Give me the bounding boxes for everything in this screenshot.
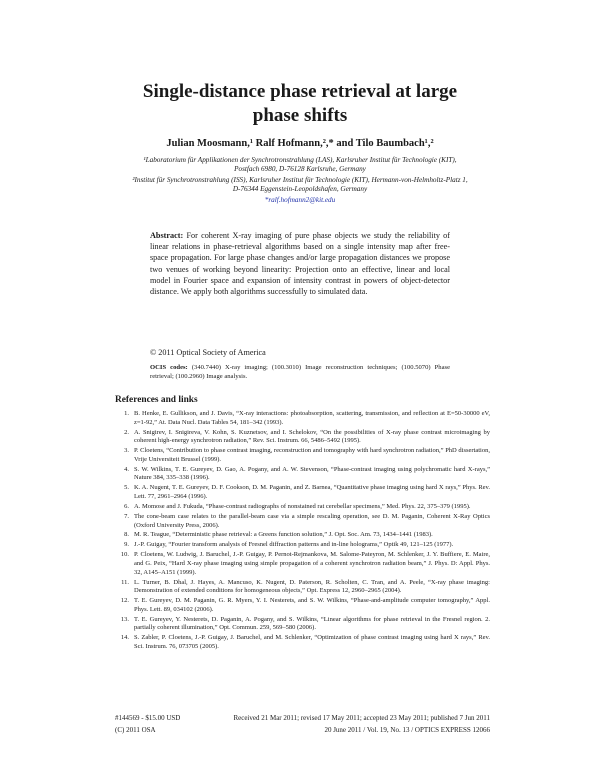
reference-text: P. Cloetens, “Contribution to phase contrast imaging, reconstruction and tomography with hard synchrotron radiation,” PhD dissertation, Vrije Universiteit Brussel (1999). (134, 447, 490, 463)
reference-number: 8. (124, 531, 129, 539)
footer-journal: 20 June 2011 / Vol. 19, No. 13 / OPTICS EXPRESS 12066 (324, 726, 490, 734)
reference-number: 9. (124, 541, 129, 549)
author-list: Julian Moosmann,¹ Ralf Hofmann,²,* and Tilo Baumbach¹,² (166, 138, 434, 149)
reference-item (118, 410, 490, 427)
corresponding-email[interactable]: *ralf.hofmann2@kit.edu (264, 196, 336, 204)
reference-number: 6. (124, 502, 129, 510)
title-line-1: Single-distance phase retrieval at large (142, 81, 458, 102)
footer-manuscript-id: #144569 - $15.00 USD (115, 714, 181, 722)
reference-number: 7. (124, 512, 129, 520)
paper-title (100, 80, 500, 128)
affiliation-2: ²Institut für Synchrotronstrahlung (ISS), Karlsruher Institut für Technologie (KIT), Hermann-von-Helmholtz-Platz 1, D-76344 Eggenstein-Leopoldshafen, Germany (132, 176, 468, 194)
reference-item (118, 447, 490, 464)
reference-item (118, 531, 490, 540)
copyright-notice: © 2011 Optical Society of America (150, 348, 266, 357)
footer-copyright: (C) 2011 OSA (115, 726, 156, 734)
reference-text: P. Cloetens, W. Ludwig, J. Baruchel, J.-P. Guigay, P. Pernot-Rejmankova, M. Salome-Pateyron, M. Schlenker, J. Y. Buffiere, E. Maire, and G. Peix, “Hard X-ray phase imaging using simple propagation of a coherent synchrotron radiation beam,” J. Phys. D: Appl. Phys. 32, A145–A151 (1999). (134, 551, 490, 576)
reference-item (118, 484, 490, 501)
reference-text: The cone-beam case relates to the parallel-beam case via a simple rescaling operation, see D. M. Paganin, Coherent X-Ray Optics (Oxford University Press, 2006). (134, 512, 490, 529)
reference-number: 5. (124, 484, 129, 492)
reference-number: 14. (120, 634, 129, 642)
footer-dates: Received 21 Mar 2011; revised 17 May 2011; accepted 23 May 2011; published 7 Jun 2011 (233, 714, 490, 722)
reference-item (118, 551, 490, 577)
reference-text: A. Momose and J. Fukuda, “Phase-contrast radiographs of nonstained rat cerebellar specimens,” Med. Phys. 22, 375–379 (1995). (134, 502, 471, 510)
reference-text: J.-P. Guigay, “Fourier transform analysis of Fresnel diffraction patterns and in-line holograms,” Optik 49, 121–125 (1977). (134, 541, 454, 549)
reference-item (118, 597, 490, 614)
reference-item (118, 579, 490, 596)
reference-number: 13. (120, 615, 129, 623)
reference-text: T. E. Gureyev, D. M. Paganin, G. R. Myers, Y. I. Nesterets, and S. W. Wilkins, “Phase-and-amplitude computer tomography,” Appl. Phys. Lett. 89, 034102 (2006). (134, 597, 490, 613)
abstract-text: For coherent X-ray imaging of pure phase objects we study the reliability of linear relations in phase-retrieval algorithms based on a single intensity map after free-space propagation. For large phase changes and/or large propagation distances we propose two venues of working beyond linearity: Projection onto an effective, linear and local model in Fourier space and expansion of intensity contrast in powers of object-detector distance. We apply both algorithms successfully to simulated data. (150, 231, 450, 297)
ocis-label: OCIS codes: (150, 364, 188, 371)
reference-text: B. Henke, E. Gullikson, and J. Davis, “X-ray interactions: photoabsorption, scattering, transmission, and reflection at E=50-30000 eV, z=1-92,” At. Data Nucl. Data Tables 54, 181–342 (1993). (134, 410, 490, 426)
reference-item (118, 503, 490, 512)
reference-item (118, 541, 490, 550)
reference-item (118, 616, 490, 633)
reference-text: M. R. Teague, “Deterministic phase retrieval: a Greens function solution,” J. Opt. Soc. Am. 73, 1434–1441 (1983). (134, 531, 433, 539)
reference-item (118, 429, 490, 446)
reference-number: 2. (124, 428, 129, 436)
abstract-label: Abstract: (150, 231, 184, 240)
reference-item (118, 513, 490, 530)
reference-number: 12. (120, 597, 129, 605)
reference-text: A. Snigirev, I. Snigireva, V. Kohn, S. Kuznetsov, and I. Schelokov, “On the possibilities of X-ray phase contrast microimaging by coherent high-energy synchrotron radiation,” Rev. Sci. Instrum. 66, 5486–5492 (1995). (134, 428, 490, 445)
reference-text: T. E. Gureyev, Y. Nesterets, D. Paganin, A. Pogany, and S. Wilkins, “Linear algorithms for phase retrieval in the Fresnel region. 2. partially coherent illumination,” Opt. Commun. 259, 569–580 (2006). (134, 615, 490, 632)
reference-text: K. A. Nugent, T. E. Gureyev, D. F. Cookson, D. M. Paganin, and Z. Barnea, “Quantitative phase imaging using hard X rays,” Phys. Rev. Lett. 77, 2961–2964 (1996). (134, 484, 490, 501)
abstract (150, 230, 450, 297)
reference-text: L. Turner, B. Dhal, J. Hayes, A. Mancuso, K. Nugent, D. Paterson, R. Scholten, C. Tran, and A. Peele, “X-ray phase imaging: Demonstration of extended conditions for homogeneous objects,” Opt. Express 12, 2960–2965 (2004). (134, 578, 490, 595)
ocis-codes (150, 363, 450, 381)
reference-list (118, 410, 490, 653)
reference-number: 3. (124, 447, 129, 455)
reference-number: 10. (120, 551, 129, 559)
reference-number: 1. (124, 410, 129, 417)
reference-item (118, 634, 490, 651)
reference-number: 11. (121, 578, 129, 586)
affiliation-1: ¹Laboratorium für Applikationen der Synchrotronstrahlung (LAS), Karlsruher Institut für Technologie (KIT), Postfach 6980, D-76128 Karlsruhe, Germany (143, 156, 457, 174)
reference-number: 4. (124, 465, 129, 473)
ocis-text: (340.7440) X-ray imaging; (100.3010) Image reconstruction techniques; (100.5070) Phase retrieval; (100.2960) Image analysis. (150, 364, 451, 380)
title-line-2: phase shifts (252, 105, 348, 126)
reference-item (118, 466, 490, 483)
references-heading: References and links (115, 395, 198, 405)
reference-text: S. W. Wilkins, T. E. Gureyev, D. Gao, A. Pogany, and A. W. Stevenson, “Phase-contrast imaging using polychromatic hard X-rays,” Nature 384, 335–338 (1996). (134, 465, 490, 482)
reference-text: S. Zabler, P. Cloetens, J.-P. Guigay, J. Baruchel, and M. Schlenker, “Optimization of phase contrast imaging using hard X rays,” Rev. Sci. Instrum. 76, 073705 (2005). (134, 634, 490, 651)
